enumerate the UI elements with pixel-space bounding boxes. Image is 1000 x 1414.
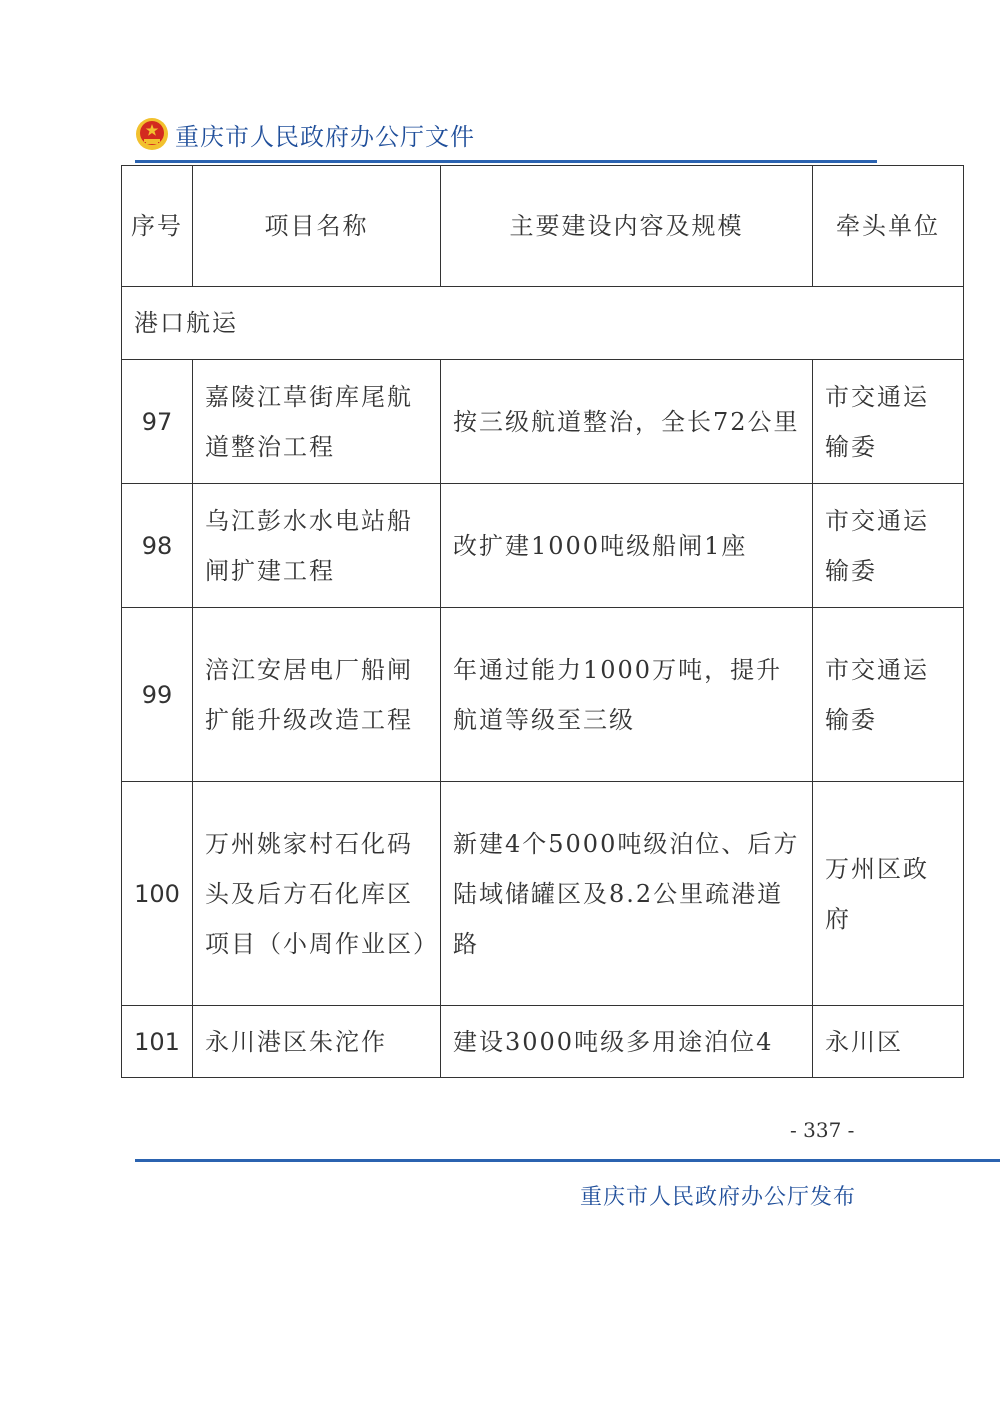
header-divider bbox=[135, 160, 877, 163]
table-header-row bbox=[122, 166, 964, 287]
row-seq: 100 bbox=[122, 782, 193, 1006]
table-row bbox=[122, 1006, 964, 1078]
row-unit: 市交通运输委 bbox=[813, 484, 964, 608]
table-row bbox=[122, 782, 964, 1006]
row-desc: 建设3000吨级多用途泊位4 bbox=[441, 1006, 813, 1078]
header-seq: 序号 bbox=[122, 166, 193, 287]
row-seq: 97 bbox=[122, 360, 193, 484]
row-name: 涪江安居电厂船闸扩能升级改造工程 bbox=[193, 608, 441, 782]
document-header bbox=[135, 112, 475, 156]
row-unit: 市交通运输委 bbox=[813, 360, 964, 484]
page-number: - 337 - bbox=[790, 1118, 855, 1142]
header-title: 重庆市人民政府办公厅文件 bbox=[175, 122, 475, 151]
project-table bbox=[121, 165, 964, 1078]
row-seq: 101 bbox=[122, 1006, 193, 1078]
row-desc: 按三级航道整治，全长72公里 bbox=[441, 360, 813, 484]
header-unit: 牵头单位 bbox=[813, 166, 964, 287]
row-desc: 新建4个5000吨级泊位、后方陆域储罐区及8.2公里疏港道路 bbox=[441, 782, 813, 1006]
footer-divider bbox=[135, 1159, 1000, 1162]
row-name: 嘉陵江草街库尾航道整治工程 bbox=[193, 360, 441, 484]
national-emblem-icon bbox=[135, 117, 169, 151]
row-seq: 98 bbox=[122, 484, 193, 608]
row-desc: 年通过能力1000万吨，提升航道等级至三级 bbox=[441, 608, 813, 782]
section-title: 港口航运 bbox=[122, 287, 964, 360]
row-name: 永川港区朱沱作 bbox=[193, 1006, 441, 1078]
table-row bbox=[122, 608, 964, 782]
row-unit: 市交通运输委 bbox=[813, 608, 964, 782]
section-row bbox=[122, 287, 964, 360]
row-desc: 改扩建1000吨级船闸1座 bbox=[441, 484, 813, 608]
footer-publisher: 重庆市人民政府办公厅发布 bbox=[580, 1185, 857, 1210]
row-unit: 永川区 bbox=[813, 1006, 964, 1078]
table-row bbox=[122, 484, 964, 608]
table-row bbox=[122, 360, 964, 484]
header-desc: 主要建设内容及规模 bbox=[441, 166, 813, 287]
row-name: 万州姚家村石化码头及后方石化库区项目（小周作业区） bbox=[193, 782, 441, 1006]
row-seq: 99 bbox=[122, 608, 193, 782]
row-name: 乌江彭水水电站船闸扩建工程 bbox=[193, 484, 441, 608]
row-unit: 万州区政府 bbox=[813, 782, 964, 1006]
header-name: 项目名称 bbox=[193, 166, 441, 287]
